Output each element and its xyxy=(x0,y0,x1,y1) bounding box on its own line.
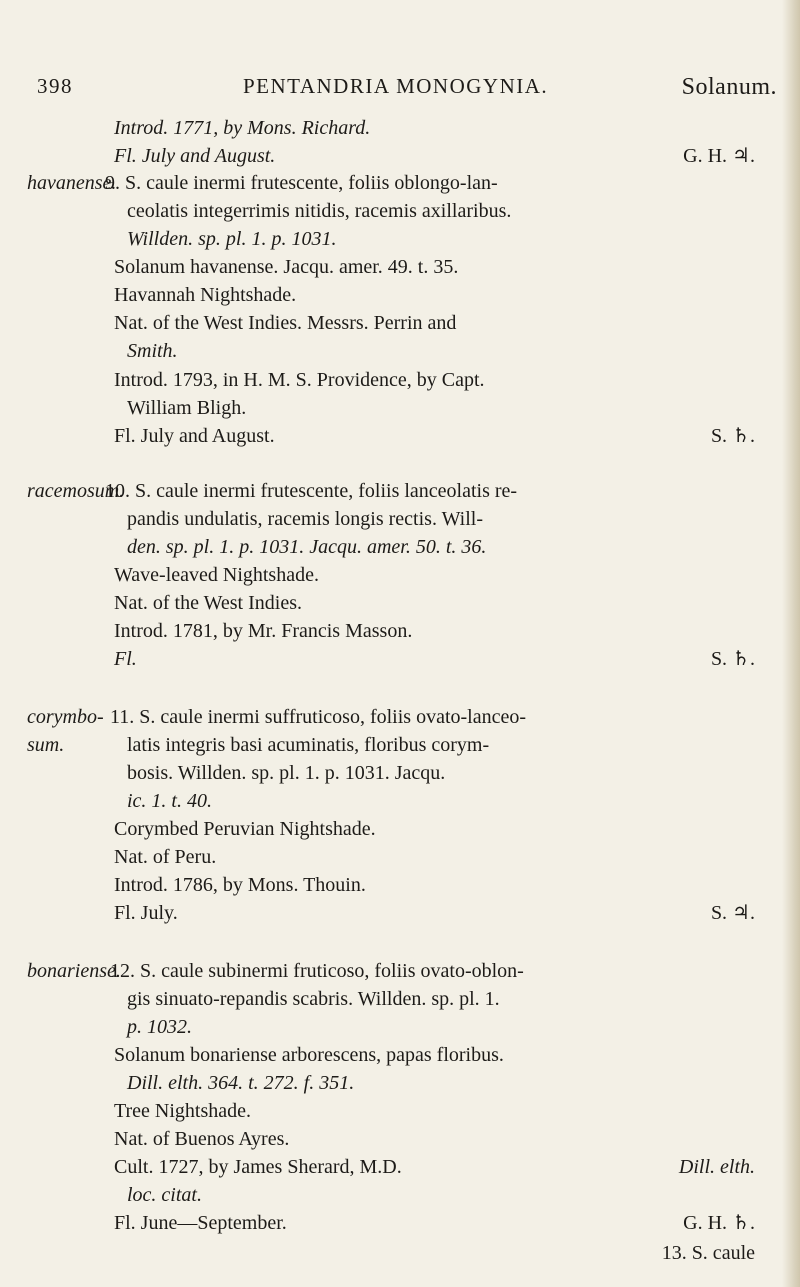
entry-11-diagnosis: 11. S. caule inermi suffruticoso, foliis ovato-lanceo- xyxy=(110,706,527,728)
running-title: PENTANDRIA MONOGYNIA. xyxy=(243,74,549,98)
entry-9-diagnosis: 9. S. caule inermi frutescente, foliis oblongo-lan- xyxy=(105,172,498,194)
species-name-corymbosum: corymbo- xyxy=(27,706,104,728)
entry-9-habit: S. ♄. xyxy=(710,425,755,447)
entry-12-reference: p. 1032. xyxy=(127,1016,192,1038)
entry-11-common-name: Corymbed Peruvian Nightshade. xyxy=(114,818,376,840)
entry-9-introd-cont: William Bligh. xyxy=(127,397,247,419)
entry-11-flowering: Fl. July. xyxy=(114,902,178,924)
entry-12-native: Nat. of Buenos Ayres. xyxy=(114,1128,290,1150)
entry-11-native: Nat. of Peru. xyxy=(114,846,217,868)
introd-line: Introd. 1771, by Mons. Richard. xyxy=(114,117,371,139)
entry-9-diagnosis-cont: ceolatis integerrimis nitidis, racemis axillaribus. xyxy=(127,200,512,222)
flowering-line: Fl. July and August. xyxy=(114,145,276,167)
entry-9-common-name: Havannah Nightshade. xyxy=(114,284,297,306)
entry-10-common-name: Wave-leaved Nightshade. xyxy=(114,564,319,586)
entry-10-diagnosis: 10. S. caule inermi frutescente, foliis lanceolatis re- xyxy=(105,480,518,502)
entry-9-native: Nat. of the West Indies. Messrs. Perrin and xyxy=(114,312,457,334)
entry-9-native-cont: Smith. xyxy=(127,340,178,362)
entry-10-habit: S. ♄. xyxy=(710,648,755,670)
page-header xyxy=(37,74,777,108)
species-name-corymbosum-cont: sum. xyxy=(27,734,65,756)
entry-12-diagnosis-cont: gis sinuato-repandis scabris. Willden. sp. pl. 1. xyxy=(127,988,500,1010)
entry-12-synonym: Solanum bonariense arborescens, papas floribus. xyxy=(114,1044,504,1066)
page-edge-shadow xyxy=(782,0,800,1287)
entry-11-habit: S. ♃. xyxy=(710,902,755,924)
entry-12-cult-ref-cont: loc. citat. xyxy=(127,1184,202,1206)
entry-12-habit: G. H. ♄. xyxy=(683,1212,755,1234)
entry-12-cult-ref: Dill. elth. xyxy=(678,1156,755,1178)
entry-10-native: Nat. of the West Indies. xyxy=(114,592,302,614)
entry-10-introd: Introd. 1781, by Mr. Francis Masson. xyxy=(114,620,413,642)
entry-9-synonym: Solanum havanense. Jacqu. amer. 49. t. 35. xyxy=(114,256,459,278)
entry-12-synonym-ref: Dill. elth. 364. t. 272. f. 351. xyxy=(127,1072,355,1094)
entry-10-reference: den. sp. pl. 1. p. 1031. Jacqu. amer. 50. t. 36. xyxy=(127,536,487,558)
species-name-racemosum: racemosum. xyxy=(27,480,125,502)
habit-symbol: G. H. ♃. xyxy=(683,145,755,167)
entry-10-diagnosis-cont: pandis undulatis, racemis longis rectis. Will- xyxy=(127,508,483,530)
genus-title: Solanum. xyxy=(681,74,777,100)
entry-12-common-name: Tree Nightshade. xyxy=(114,1100,252,1122)
entry-9-flowering: Fl. July and August. xyxy=(114,425,275,447)
catchword: 13. S. caule xyxy=(661,1242,755,1264)
entry-9-introd: Introd. 1793, in H. M. S. Providence, by Capt. xyxy=(114,369,485,391)
entry-11-reference: bosis. Willden. sp. pl. 1. p. 1031. Jacqu. xyxy=(127,762,446,784)
entry-12-cult: Cult. 1727, by James Sherard, M.D. xyxy=(114,1156,402,1178)
entry-11-diagnosis-cont: latis integris basi acuminatis, floribus corym- xyxy=(127,734,490,756)
species-name-bonariense: bonariense. xyxy=(27,960,121,982)
entry-9-reference: Willden. sp. pl. 1. p. 1031. xyxy=(127,228,337,250)
species-name-havanense: havanense. xyxy=(27,172,117,194)
entry-11-introd: Introd. 1786, by Mons. Thouin. xyxy=(114,874,366,896)
entry-12-flowering: Fl. June—September. xyxy=(114,1212,287,1234)
entry-11-reference-cont: ic. 1. t. 40. xyxy=(127,790,212,812)
page-number: 398 xyxy=(37,74,73,98)
entry-12-diagnosis: 12. S. caule subinermi fruticoso, foliis ovato-oblon- xyxy=(110,960,524,982)
entry-10-flowering: Fl. xyxy=(114,648,137,670)
